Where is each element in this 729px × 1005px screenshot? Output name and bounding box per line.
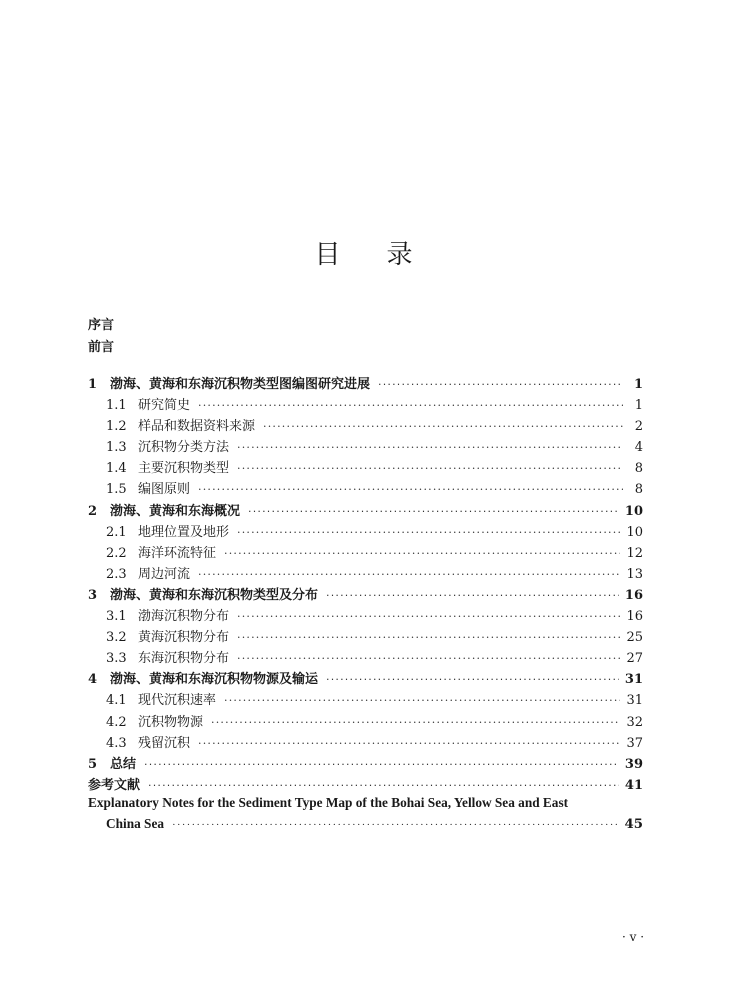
toc-chapter-row[interactable]: [88, 500, 643, 521]
toc-entry-page: 12: [626, 545, 643, 561]
toc-leader-dots: [237, 610, 620, 623]
toc-entry-page: 4: [634, 440, 643, 456]
toc-entry-page: 32: [626, 714, 643, 730]
toc-entry-number: 1.3: [106, 440, 127, 456]
toc-leader-dots: [237, 441, 623, 454]
toc-chapter-row[interactable]: [88, 753, 643, 774]
toc-entry-label: 渤海、黄海和东海沉积物类型图编图研究进展: [110, 377, 371, 392]
toc-leader-dots: [144, 758, 619, 771]
table-of-contents: [88, 373, 643, 837]
toc-leader-dots: [198, 737, 620, 750]
toc-entry-label: 编图原则: [138, 482, 191, 498]
toc-entry-label: 渤海沉积物分布: [138, 609, 230, 625]
toc-entry-label: 总结: [110, 756, 137, 772]
toc-entry-number: 5: [88, 756, 98, 772]
toc-entry-page: 27: [626, 651, 643, 667]
toc-section-row[interactable]: [88, 542, 643, 563]
toc-section-row[interactable]: [88, 563, 643, 584]
toc-entry-number: 1.1: [106, 398, 127, 414]
toc-entry-label: 主要沉积物类型: [138, 461, 230, 477]
toc-entry-label: 渤海、黄海和东海沉积物类型及分布: [110, 587, 319, 603]
toc-entry-page: 45: [624, 816, 643, 832]
toc-entry-number: 4.2: [106, 714, 127, 730]
toc-leader-dots: [237, 462, 623, 475]
toc-chapter-row[interactable]: [88, 668, 643, 689]
toc-leader-dots: [148, 779, 619, 792]
toc-leader-dots: [198, 483, 623, 496]
front-matter-foreword[interactable]: 前言: [88, 340, 115, 355]
toc-english-entry-line1[interactable]: [88, 795, 643, 816]
toc-leader-dots: [378, 378, 623, 391]
toc-section-row[interactable]: [88, 415, 643, 436]
toc-leader-dots: [172, 819, 618, 831]
toc-entry-label: 渤海、黄海和东海沉积物物源及输运: [110, 672, 319, 688]
title-char-1: 目: [314, 240, 343, 270]
toc-chapter-row[interactable]: [88, 584, 643, 605]
toc-entry-label: 周边河流: [138, 566, 191, 582]
toc-leader-dots: [224, 547, 620, 560]
toc-entry-label: 海洋环流特征: [138, 545, 217, 561]
toc-section-row[interactable]: [88, 711, 643, 732]
toc-entry-page: 39: [624, 756, 643, 772]
toc-entry-label: 沉积物分类方法: [138, 440, 230, 456]
toc-leader-dots: [237, 652, 620, 665]
toc-entry-page: 8: [634, 461, 643, 477]
toc-entry-label: 沉积物物源: [138, 714, 204, 730]
toc-leader-dots: [326, 589, 619, 602]
toc-leader-dots: [224, 694, 620, 707]
toc-entry-page: 25: [626, 630, 643, 646]
toc-entry-label: 研究简史: [138, 398, 191, 414]
toc-entry-label: China Sea: [106, 815, 165, 831]
toc-section-row[interactable]: [88, 647, 643, 668]
toc-leader-dots: [237, 631, 620, 644]
toc-entry-number: 1.4: [106, 461, 127, 477]
toc-entry-number: 4.1: [106, 693, 127, 709]
toc-entry-label: 参考文献: [88, 777, 141, 793]
toc-entry-number: 1.5: [106, 482, 127, 498]
toc-section-row[interactable]: [88, 521, 643, 542]
toc-section-row[interactable]: [88, 626, 643, 647]
toc-entry-label: 渤海、黄海和东海概况: [110, 503, 241, 519]
toc-entry-page: 1: [633, 377, 643, 392]
toc-entry-page: 8: [634, 482, 643, 498]
toc-leader-dots: [263, 420, 623, 433]
toc-entry-number: 3: [88, 587, 98, 603]
toc-entry-number: 2.3: [106, 566, 127, 582]
toc-entry-page: 16: [624, 587, 643, 603]
toc-entry-page: 31: [624, 672, 643, 688]
toc-leader-dots: [198, 399, 623, 412]
toc-section-row[interactable]: [88, 436, 643, 457]
toc-entry-number: 3.1: [106, 609, 127, 625]
toc-entry-number: 1: [88, 377, 98, 392]
toc-english-entry-line2[interactable]: [88, 816, 643, 837]
toc-leader-dots: [211, 716, 620, 729]
toc-entry-page: 10: [626, 524, 643, 540]
toc-leader-dots: [237, 526, 620, 539]
toc-entry-number: 4: [88, 672, 98, 688]
toc-entry-number: 3.2: [106, 630, 127, 646]
toc-entry-number: 2: [88, 503, 98, 519]
front-matter-preface[interactable]: 序言: [88, 318, 115, 333]
toc-entry-label: 东海沉积物分布: [138, 651, 230, 667]
toc-section-row[interactable]: [88, 394, 643, 415]
toc-entry-label: Explanatory Notes for the Sediment Type Map of the Bohai Sea, Yellow Sea and East: [88, 794, 569, 810]
toc-chapter-row[interactable]: [88, 774, 643, 795]
title-char-2: 录: [386, 240, 415, 270]
toc-entry-page: 37: [626, 735, 643, 751]
toc-entry-page: 1: [634, 398, 643, 414]
toc-section-row[interactable]: [88, 689, 643, 710]
toc-entry-number: 3.3: [106, 651, 127, 667]
toc-section-row[interactable]: [88, 478, 643, 499]
toc-title: [0, 234, 729, 271]
toc-entry-page: 10: [624, 503, 643, 519]
page-number: · v ·: [622, 930, 645, 944]
toc-entry-label: 现代沉积速率: [138, 693, 217, 709]
toc-leader-dots: [198, 568, 620, 581]
toc-leader-dots: [326, 673, 619, 686]
toc-entry-label: 黄海沉积物分布: [138, 630, 230, 646]
toc-chapter-row[interactable]: [88, 373, 643, 394]
toc-entry-number: 2.1: [106, 524, 127, 540]
toc-entry-number: 4.3: [106, 735, 127, 751]
toc-entry-label: 地理位置及地形: [138, 524, 230, 540]
toc-leader-dots: [248, 505, 619, 518]
toc-entry-label: 残留沉积: [138, 735, 191, 751]
toc-entry-page: 16: [626, 609, 643, 625]
toc-entry-number: 2.2: [106, 545, 127, 561]
toc-entry-page: 2: [634, 419, 643, 435]
toc-section-row[interactable]: [88, 605, 643, 626]
toc-entry-number: 1.2: [106, 419, 127, 435]
toc-section-row[interactable]: [88, 732, 643, 753]
toc-entry-page: 41: [624, 777, 643, 793]
toc-section-row[interactable]: [88, 457, 643, 478]
toc-entry-label: 样品和数据资料来源: [138, 419, 256, 435]
toc-entry-page: 31: [626, 693, 643, 709]
toc-entry-page: 13: [626, 566, 643, 582]
